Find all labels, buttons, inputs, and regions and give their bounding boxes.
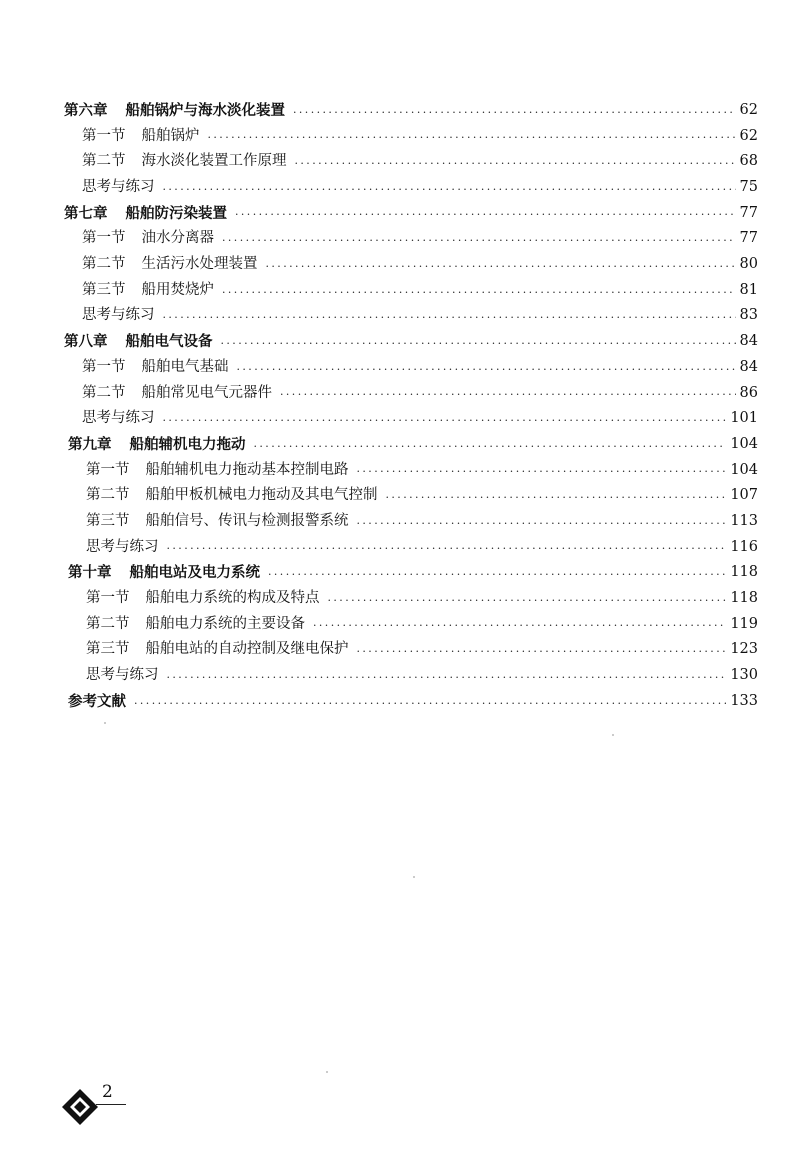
toc-entry-title: 船舶锅炉 (141, 127, 200, 144)
toc-page-number: 86 (739, 384, 758, 401)
scan-speck (612, 734, 614, 736)
toc-exercise-row (64, 175, 758, 201)
page-corner-ornament (60, 1085, 210, 1135)
section-number: 第一节 (86, 590, 130, 607)
dot-leader (295, 158, 736, 170)
toc-entry-label (68, 560, 260, 586)
toc-page-number: 68 (739, 153, 758, 170)
toc-page-number: 116 (730, 538, 758, 555)
toc-chapter-row (64, 201, 758, 227)
section-number: 第二节 (82, 153, 126, 170)
toc-section-row (64, 355, 758, 381)
section-number: 第一节 (82, 230, 126, 247)
toc-section-row (64, 637, 758, 663)
chapter-number: 第六章 (64, 101, 108, 119)
toc-exercise-row (64, 663, 758, 689)
toc-chapter-row (64, 432, 758, 458)
toc-entry-label (82, 252, 258, 278)
toc-entry-title: 船舶甲板机械电力拖动及其电气控制 (145, 487, 378, 504)
toc-entry-title: 油水分离器 (141, 230, 214, 247)
toc-page-number: 101 (730, 410, 758, 427)
chapter-number: 第八章 (64, 333, 108, 351)
section-number: 第三节 (86, 512, 130, 529)
dot-leader (222, 287, 736, 299)
toc-entry-title: 思考与练习 (86, 667, 159, 684)
dot-leader (357, 466, 727, 478)
toc-entry-title: 生活污水处理装置 (141, 256, 258, 273)
toc-entry-title: 船舶锅炉与海水淡化装置 (125, 101, 285, 119)
toc-entry-title: 船舶电气基础 (141, 358, 229, 375)
table-of-contents (64, 98, 758, 715)
toc-entry-title: 船舶信号、传讯与检测报警系统 (145, 512, 349, 529)
toc-page-number: 113 (730, 512, 758, 529)
toc-section-row (64, 483, 758, 509)
dot-leader (328, 595, 727, 607)
dot-leader (235, 209, 736, 221)
toc-page-number: 123 (730, 641, 758, 658)
toc-entry-title: 船舶电力系统的构成及特点 (145, 590, 320, 607)
section-number: 第三节 (82, 281, 126, 298)
toc-page-number: 81 (739, 281, 758, 298)
dot-leader (254, 441, 727, 453)
toc-entry-title: 船舶防污染装置 (125, 204, 227, 222)
toc-exercise-row (64, 406, 758, 432)
toc-section-row (64, 509, 758, 535)
toc-entry-label (86, 509, 349, 535)
toc-entry-title: 船舶常见电气元器件 (141, 384, 272, 401)
dot-leader (163, 415, 727, 427)
chapter-number: 第九章 (68, 435, 112, 453)
toc-section-row (64, 124, 758, 150)
section-number: 第二节 (86, 487, 130, 504)
toc-page-number: 118 (730, 590, 758, 607)
toc-exercise-row (64, 304, 758, 330)
toc-page-number: 104 (730, 461, 758, 478)
toc-entry-title: 船舶电力系统的主要设备 (145, 615, 305, 632)
toc-entry-title: 思考与练习 (82, 179, 155, 196)
toc-references-row (64, 689, 758, 715)
scan-speck (104, 722, 106, 724)
dot-leader (221, 338, 736, 350)
dot-leader (268, 569, 726, 581)
chapter-number: 第七章 (64, 204, 108, 222)
toc-page-number: 80 (739, 256, 758, 273)
toc-page-number: 119 (730, 615, 758, 632)
toc-entry-label (86, 663, 159, 689)
toc-entry-title: 船舶电站的自动控制及继电保护 (145, 641, 349, 658)
dot-leader (357, 518, 727, 530)
section-number: 第一节 (82, 127, 126, 144)
toc-page-number: 62 (739, 101, 758, 118)
toc-entry-label (82, 175, 155, 201)
dot-leader (386, 492, 727, 504)
dot-leader (266, 261, 736, 273)
toc-entry-label (64, 329, 213, 355)
section-number: 第一节 (86, 461, 130, 478)
dot-leader (237, 364, 736, 376)
toc-entry-label (82, 278, 214, 304)
dot-leader (313, 620, 726, 632)
section-number: 第二节 (86, 615, 130, 632)
dot-leader (167, 543, 727, 555)
toc-page-number: 107 (730, 487, 758, 504)
scan-speck (326, 1071, 328, 1073)
toc-page-number: 75 (739, 179, 758, 196)
dot-leader (167, 672, 727, 684)
toc-page-number: 130 (730, 667, 758, 684)
toc-entry-title: 参考文献 (68, 692, 126, 710)
toc-page-number: 62 (739, 127, 758, 144)
toc-section-row (64, 612, 758, 638)
toc-section-row (64, 586, 758, 612)
toc-page-number: 133 (730, 692, 758, 709)
toc-section-row (64, 226, 758, 252)
toc-page-number: 118 (730, 564, 758, 581)
toc-entry-label (86, 612, 305, 638)
toc-section-row (64, 381, 758, 407)
toc-entry-label (86, 458, 349, 484)
toc-entry-title: 船用焚烧炉 (141, 281, 214, 298)
toc-entry-label (86, 637, 349, 663)
toc-entry-label (86, 586, 320, 612)
toc-entry-title: 思考与练习 (82, 410, 155, 427)
toc-entry-title: 思考与练习 (86, 538, 159, 555)
toc-entry-label (86, 535, 159, 561)
toc-entry-label (82, 149, 287, 175)
toc-entry-label (82, 226, 214, 252)
dot-leader (163, 184, 736, 196)
dot-leader (222, 235, 736, 247)
toc-page-number: 77 (739, 230, 758, 247)
page-number-underline (96, 1104, 126, 1105)
dot-leader (357, 646, 727, 658)
toc-section-row (64, 458, 758, 484)
toc-entry-title: 思考与练习 (82, 307, 155, 324)
toc-entry-title: 船舶辅机电力拖动 (129, 435, 246, 453)
toc-entry-label (64, 201, 227, 227)
toc-entry-label (68, 432, 246, 458)
toc-entry-title: 海水淡化装置工作原理 (141, 153, 287, 170)
dot-leader (208, 132, 736, 144)
toc-entry-label (86, 483, 378, 509)
toc-chapter-row (64, 329, 758, 355)
toc-entry-title: 船舶电站及电力系统 (129, 564, 260, 582)
scan-speck (413, 876, 415, 878)
dot-leader (163, 312, 736, 324)
section-number: 第一节 (82, 358, 126, 375)
dot-leader (134, 698, 726, 710)
dot-leader (293, 107, 736, 119)
toc-page-number: 104 (730, 435, 758, 452)
toc-entry-label (82, 406, 155, 432)
toc-entry-label (64, 98, 285, 124)
toc-entry-label (82, 381, 272, 407)
chapter-number: 第十章 (68, 564, 112, 582)
dot-leader (280, 389, 736, 401)
toc-section-row (64, 278, 758, 304)
toc-entry-label (82, 355, 229, 381)
toc-page-number: 84 (739, 358, 758, 375)
toc-section-row (64, 252, 758, 278)
toc-chapter-row (64, 98, 758, 124)
toc-page-number: 77 (739, 204, 758, 221)
page-number: 2 (102, 1082, 113, 1102)
toc-entry-title: 船舶辅机电力拖动基本控制电路 (145, 461, 349, 478)
toc-entry-label (82, 124, 200, 150)
toc-entry-label (68, 689, 126, 715)
toc-section-row (64, 149, 758, 175)
toc-entry-label (82, 303, 155, 329)
toc-entry-title: 船舶电气设备 (125, 333, 213, 351)
toc-page-number: 83 (739, 307, 758, 324)
section-number: 第二节 (82, 384, 126, 401)
section-number: 第二节 (82, 256, 126, 273)
toc-page-number: 84 (739, 333, 758, 350)
toc-chapter-row (64, 560, 758, 586)
section-number: 第三节 (86, 641, 130, 658)
toc-exercise-row (64, 535, 758, 561)
